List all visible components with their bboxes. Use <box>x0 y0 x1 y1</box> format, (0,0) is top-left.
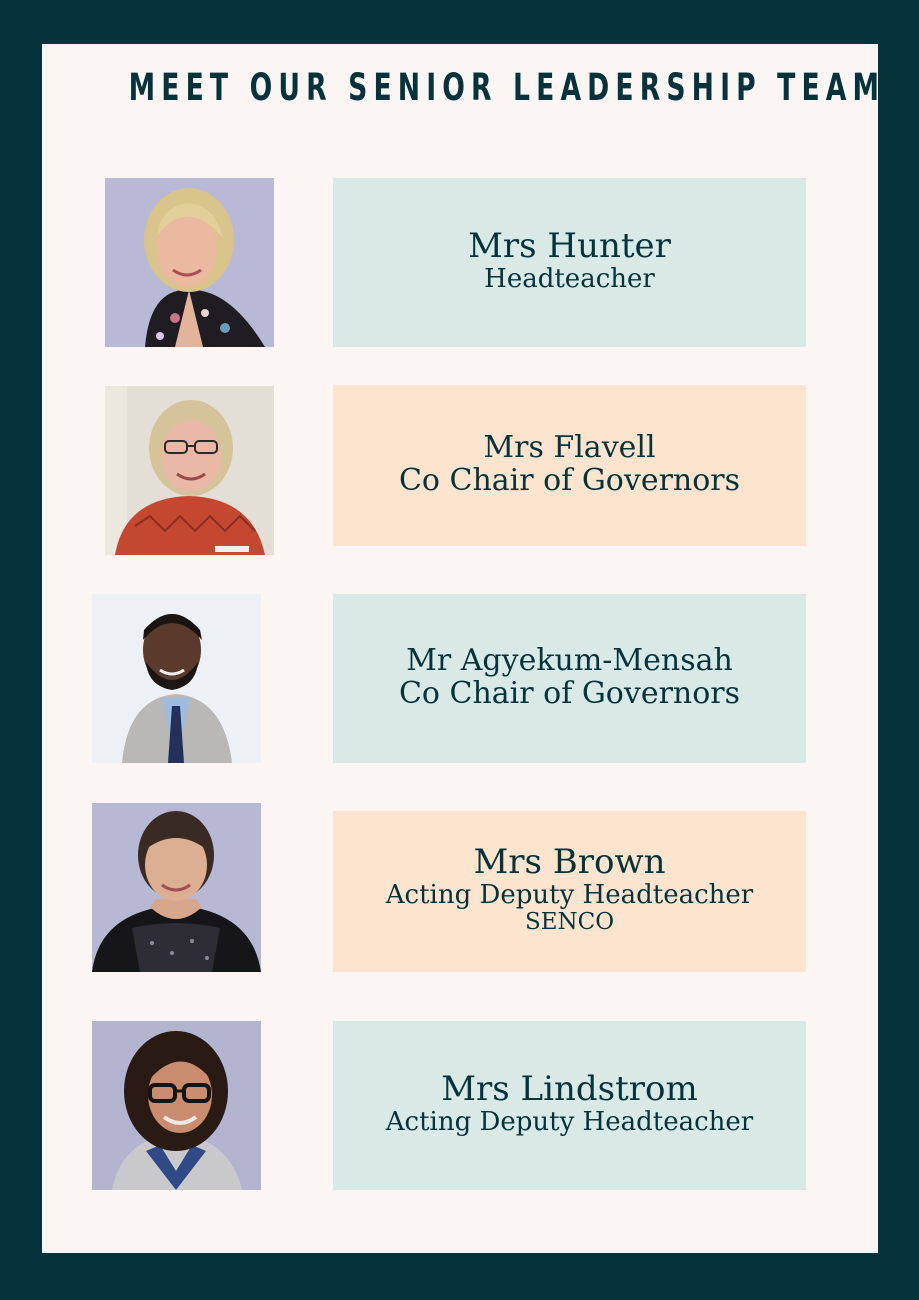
member-role: Co Chair of Governors <box>398 675 741 711</box>
portrait-mr-agyekum-mensah <box>92 594 261 763</box>
member-card-mrs-lindstrom <box>333 1021 806 1190</box>
member-name: Mr Agyekum-Mensah <box>406 642 733 678</box>
portrait-photo <box>105 178 274 347</box>
page-title: MEET OUR SENIOR LEADERSHIP TEAM <box>128 66 886 109</box>
member-card-mrs-hunter <box>333 178 806 347</box>
portrait-photo <box>92 594 261 763</box>
portrait-mrs-flavell <box>105 386 274 555</box>
portrait-photo <box>92 803 261 972</box>
member-role: Acting Deputy Headteacher <box>385 1106 754 1137</box>
member-name: Mrs Lindstrom <box>441 1068 698 1109</box>
member-name: Mrs Hunter <box>468 225 671 266</box>
member-role: Acting Deputy Headteacher <box>385 880 754 911</box>
member-card-mrs-brown <box>333 811 806 972</box>
portrait-mrs-brown <box>92 803 261 972</box>
portrait-mrs-hunter <box>105 178 274 347</box>
member-role-extra: SENCO <box>524 908 615 935</box>
member-name: Mrs Flavell <box>483 429 656 465</box>
portrait-photo <box>92 1021 261 1190</box>
portrait-photo <box>105 386 274 555</box>
member-card-mr-agyekum-mensah <box>333 594 806 763</box>
member-role: Co Chair of Governors <box>398 462 741 498</box>
member-name: Mrs Brown <box>473 841 666 882</box>
portrait-mrs-lindstrom <box>92 1021 261 1190</box>
member-card-mrs-flavell <box>333 385 806 546</box>
member-role: Headteacher <box>484 263 655 294</box>
